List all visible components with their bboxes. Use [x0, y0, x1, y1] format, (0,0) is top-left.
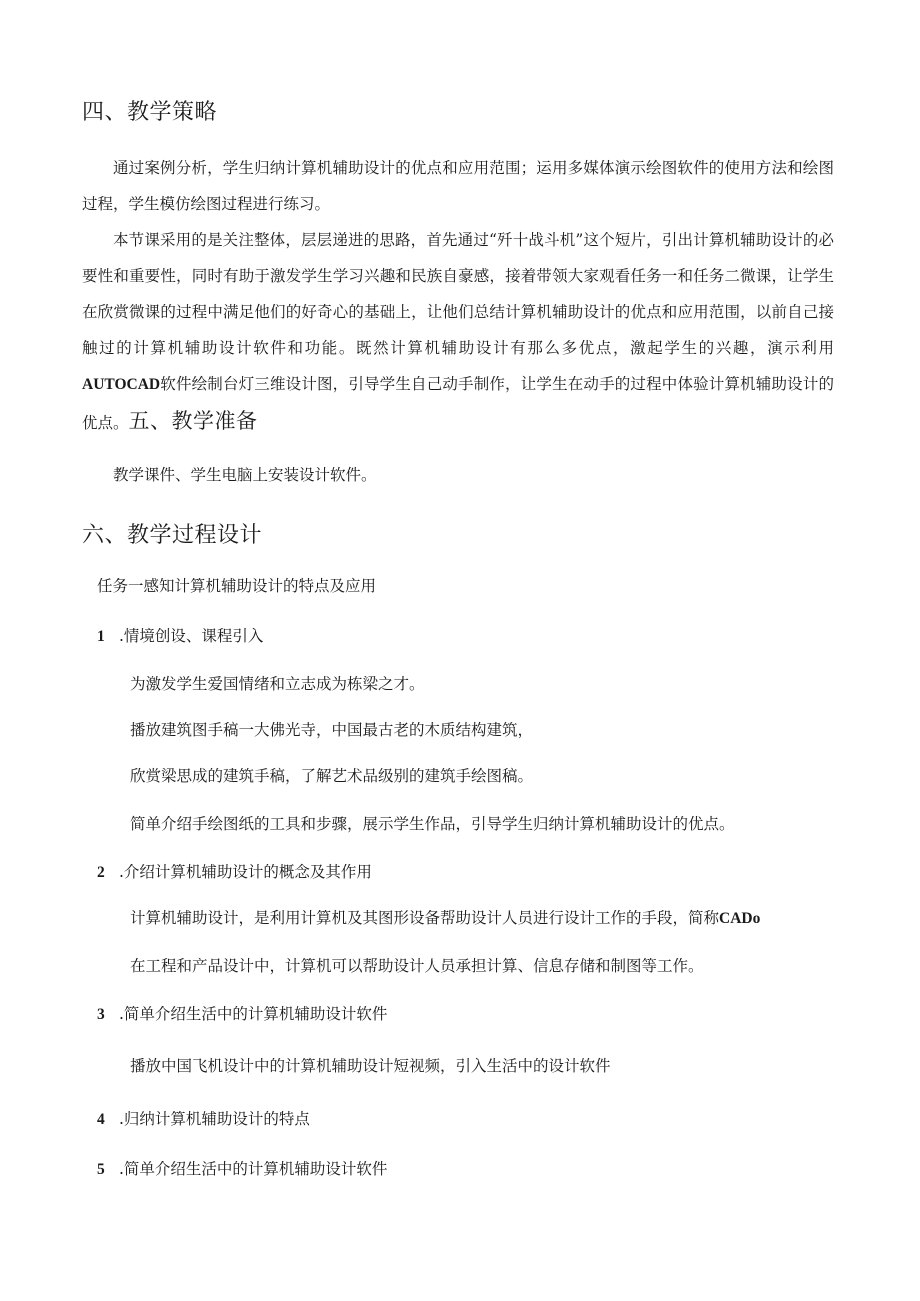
paragraph-2-text-end: 软件绘制台灯三维设计图，引导学生自己动手制作，让学生在动手的过程中体验计算机辅助设计的优点。: [82, 375, 834, 432]
item-number: 2: [97, 864, 105, 881]
item-number: 4: [97, 1111, 105, 1128]
section-4-paragraph-1: 通过案例分析，学生归纳计算机辅助设计的优点和应用范围；运用多媒体演示绘图软件的使用方法和绘图过程，学生模仿绘图过程进行练习。: [82, 159, 834, 213]
section-4-title: 四、教学策略: [82, 100, 218, 125]
item-3-line: 播放中国飞机设计中的计算机辅助设计短视频，引入生活中的设计软件: [130, 1057, 611, 1075]
item-1-line: 播放建筑图手稿一大佛光寺，中国最古老的木质结构建筑，: [130, 721, 534, 739]
section-5-title: 五、教学准备: [128, 409, 258, 433]
paragraph-2-text: 本节课采用的是关注整体，层层递进的思路，首先通过“歼十战斗机”这个短片，引出计算机辅助设计的必要性和重要性，同时有助于激发学生学习兴趣和民族自豪感，接着带领大家观看任务一和任务二微课，让学生在欣赏微课的过程中满足他们的好奇心的基础上，让他们总结计算机辅助设计的优点和应用范围，以前自己接触过的计算机辅助设计软件和功能。既然计算机辅助设计有那么多优点，激起学生的兴趣，演示利用: [82, 231, 834, 357]
item-number: 1: [97, 628, 105, 645]
item-2-line: 在工程和产品设计中，计算机可以帮助设计人员承担计算、信息存储和制图等工作。: [130, 957, 704, 975]
item-5-heading: [97, 1157, 387, 1179]
item-1-line: 简单介绍手绘图纸的工具和步骤，展示学生作品，引导学生归纳计算机辅助设计的优点。: [130, 815, 735, 833]
item-label: .简单介绍生活中的计算机辅助设计软件: [119, 1160, 388, 1178]
item-1-heading: [97, 624, 263, 646]
item-label: .简单介绍生活中的计算机辅助设计软件: [119, 1005, 388, 1023]
item-1-line: 欣赏梁思成的建筑手稿，了解艺术品级别的建筑手绘图稿。: [130, 767, 534, 785]
item-number: 5: [97, 1161, 105, 1178]
item-2-line: [130, 906, 760, 928]
item-4-heading: [97, 1107, 310, 1129]
cad-term: CADo: [719, 910, 761, 927]
item-2-heading: [97, 860, 372, 882]
section-4-paragraph-2: [82, 222, 834, 441]
section-6-title: 六、教学过程设计: [82, 523, 263, 548]
task-1-title: 任务一感知计算机辅助设计的特点及应用: [97, 577, 377, 595]
item-number: 3: [97, 1006, 105, 1023]
autocad-term: AUTOCAD: [82, 376, 161, 393]
item-label: .归纳计算机辅助设计的特点: [119, 1110, 310, 1128]
item-label: .情境创设、课程引入: [119, 627, 264, 645]
section-5-text: 教学课件、学生电脑上安装设计软件。: [113, 466, 377, 484]
item-1-line: 为激发学生爱国情绪和立志成为栋梁之才。: [130, 675, 425, 693]
item-2-line-text: 计算机辅助设计，是利用计算机及其图形设备帮助设计人员进行设计工作的手段，简称: [130, 909, 720, 927]
item-3-heading: [97, 1002, 387, 1024]
item-label: .介绍计算机辅助设计的概念及其作用: [119, 863, 372, 881]
